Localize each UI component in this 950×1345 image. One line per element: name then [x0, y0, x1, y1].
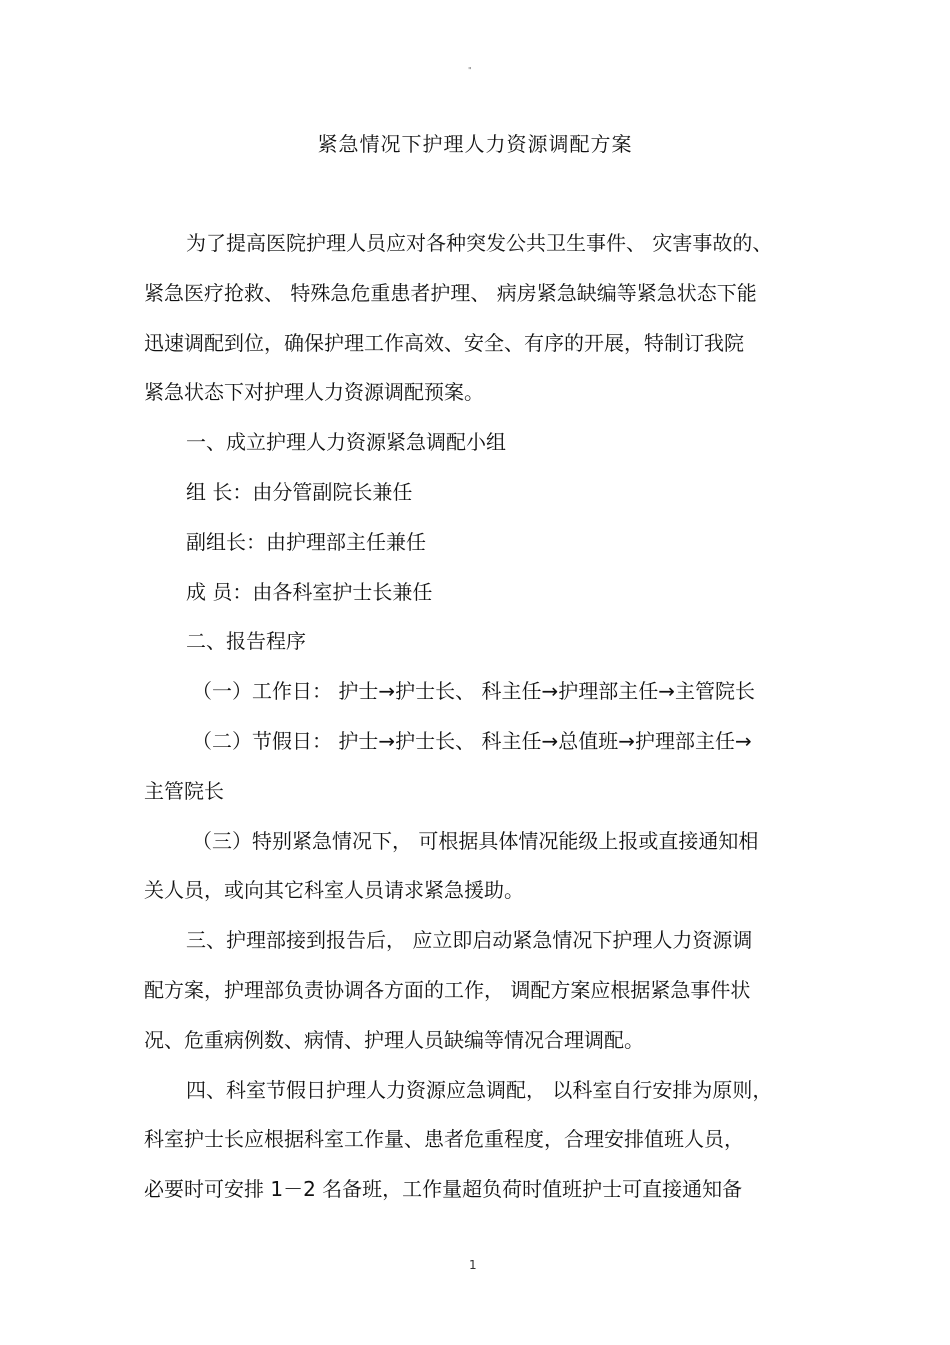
document-title: 紧急情况下护理人力资源调配方案 — [317, 132, 633, 156]
section-heading: 三、护理部接到报告后， 应立即启动紧急情况下护理人力资源调 — [186, 928, 753, 952]
paragraph-line: 况、危重病例数、病情、护理人员缺编等情况合理调配。 — [144, 1028, 644, 1052]
paragraph-line: 为了提高医院护理人员应对各种突发公共卫生事件、 灾害事故的、 — [186, 231, 773, 255]
paragraph-line: 紧急医疗抢救、 特殊急危重患者护理、 病房紧急缺编等紧急状态下能 — [144, 281, 757, 305]
section-heading: 四、科室节假日护理人力资源应急调配， 以科室自行安排为原则， — [186, 1078, 773, 1102]
paragraph-line: 成 员：由各科室护士长兼任 — [186, 580, 433, 604]
paragraph-line: 组 长：由分管副院长兼任 — [186, 480, 413, 504]
paragraph-line: 紧急状态下对护理人力资源调配预案。 — [144, 380, 484, 404]
paragraph-line: 副组长：由护理部主任兼任 — [186, 530, 426, 554]
paragraph-line: （三）特别紧急情况下， 可根据具体情况能级上报或直接通知相 — [192, 829, 759, 853]
paragraph-line: （一）工作日： 护士→护士长、 科主任→护理部主任→主管院长 — [192, 679, 755, 703]
section-heading: 二、报告程序 — [186, 629, 306, 653]
paragraph-line: 关人员，或向其它科室人员请求紧急援助。 — [144, 878, 524, 902]
paragraph-line: （二）节假日： 护士→护士长、 科主任→总值班→护理部主任→ — [192, 729, 752, 753]
paragraph-line: 科室护士长应根据科室工作量、患者危重程度，合理安排值班人员， — [144, 1127, 744, 1151]
section-heading: 一、成立护理人力资源紧急调配小组 — [186, 430, 506, 454]
paragraph-line: 配方案，护理部负责协调各方面的工作， 调配方案应根据紧急事件状 — [144, 978, 751, 1002]
header-mark: " — [468, 66, 472, 75]
paragraph-line: 必要时可安排 1－2 名备班，工作量超负荷时值班护士可直接通知备 — [144, 1177, 743, 1201]
paragraph-line: 迅速调配到位，确保护理工作高效、安全、有序的开展，特制订我院 — [144, 331, 744, 355]
page-number: 1 — [469, 1258, 477, 1272]
paragraph-line: 主管院长 — [144, 779, 224, 803]
